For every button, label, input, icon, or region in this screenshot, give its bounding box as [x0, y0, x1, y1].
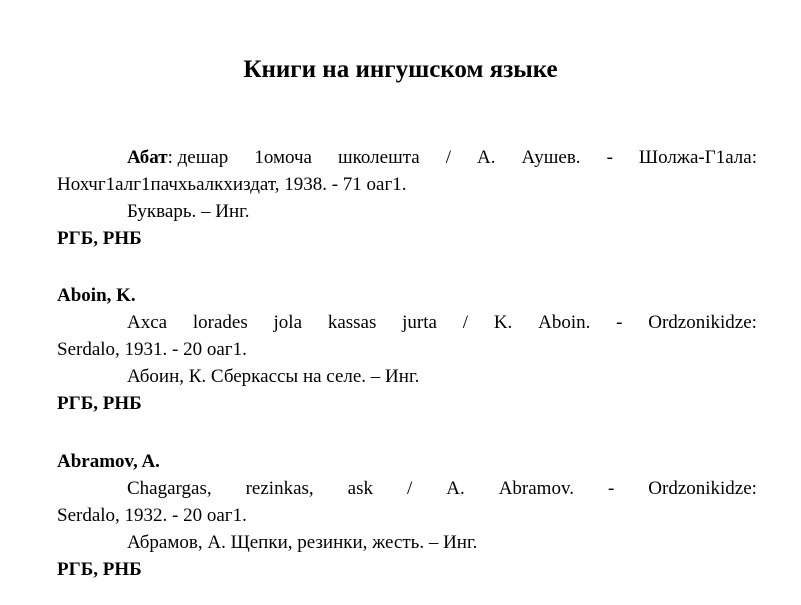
entry-word: A.	[446, 478, 465, 499]
entry-word: школешта	[338, 147, 420, 168]
entry-word: Ordzonikidze:	[648, 312, 757, 333]
entry-libraries: РГБ, РНБ	[57, 559, 142, 580]
entry-word: Abramov.	[498, 478, 574, 499]
entry-word: 1омоча	[254, 147, 312, 168]
entry-word: /	[462, 312, 469, 333]
entry-author-heading: Aboin, K.	[57, 285, 136, 306]
entry-word: -	[607, 478, 615, 499]
entry-first-line	[57, 475, 757, 502]
entry-word: -	[606, 147, 613, 168]
entry-first-line	[57, 144, 757, 171]
entry-word: K.	[493, 312, 513, 333]
entry-second-line: Serdalo, 1931. - 20 оаг1.	[57, 339, 247, 360]
entry-note: Абрамов, А. Щепки, резинки, жесть. – Инг.	[127, 532, 478, 553]
entry-word: Aboin.	[538, 312, 591, 333]
entry-note: Букварь. – Инг.	[127, 201, 250, 222]
entry-first-line	[57, 309, 757, 336]
entry-libraries: РГБ, РНБ	[57, 393, 142, 414]
entry-word: Аушев.	[521, 147, 581, 168]
entry-word: Ordzonikidze:	[648, 478, 757, 499]
entry-first-word	[127, 144, 228, 171]
entry-word: rezinkas,	[245, 478, 314, 499]
entry-word: : дешар	[167, 147, 229, 168]
entry-author-heading: Abramov, A.	[57, 451, 160, 472]
entry-word: kassas	[327, 312, 377, 333]
bibliography-entry	[57, 144, 757, 252]
entry-word: -	[616, 312, 623, 333]
bibliography-entry	[57, 282, 757, 417]
entry-word: jurta	[402, 312, 437, 333]
page-title: Книги на ингушском языке	[243, 56, 558, 83]
entry-word: /	[406, 478, 413, 499]
entry-word: /	[445, 147, 451, 168]
entry-word: Шолжа-Г1ала:	[638, 147, 757, 168]
entry-word: jola	[273, 312, 303, 333]
entry-libraries: РГБ, РНБ	[57, 228, 142, 249]
entry-second-line: Serdalo, 1932. - 20 оаг1.	[57, 505, 247, 526]
entry-title-bold: Абат	[127, 147, 168, 168]
entry-word: lorades	[192, 312, 248, 333]
entry-note: Абоин, К. Сберкассы на селе. – Инг.	[127, 366, 420, 387]
entry-word: Axca	[127, 312, 168, 333]
entry-word: ask	[347, 478, 373, 499]
entry-second-line: Нохчг1алг1пачхьалкхиздат, 1938. - 71 оаг1.	[57, 174, 407, 195]
entry-word: А.	[477, 147, 496, 168]
bibliography-entry	[57, 448, 757, 583]
entry-word: Chagargas,	[127, 478, 212, 499]
